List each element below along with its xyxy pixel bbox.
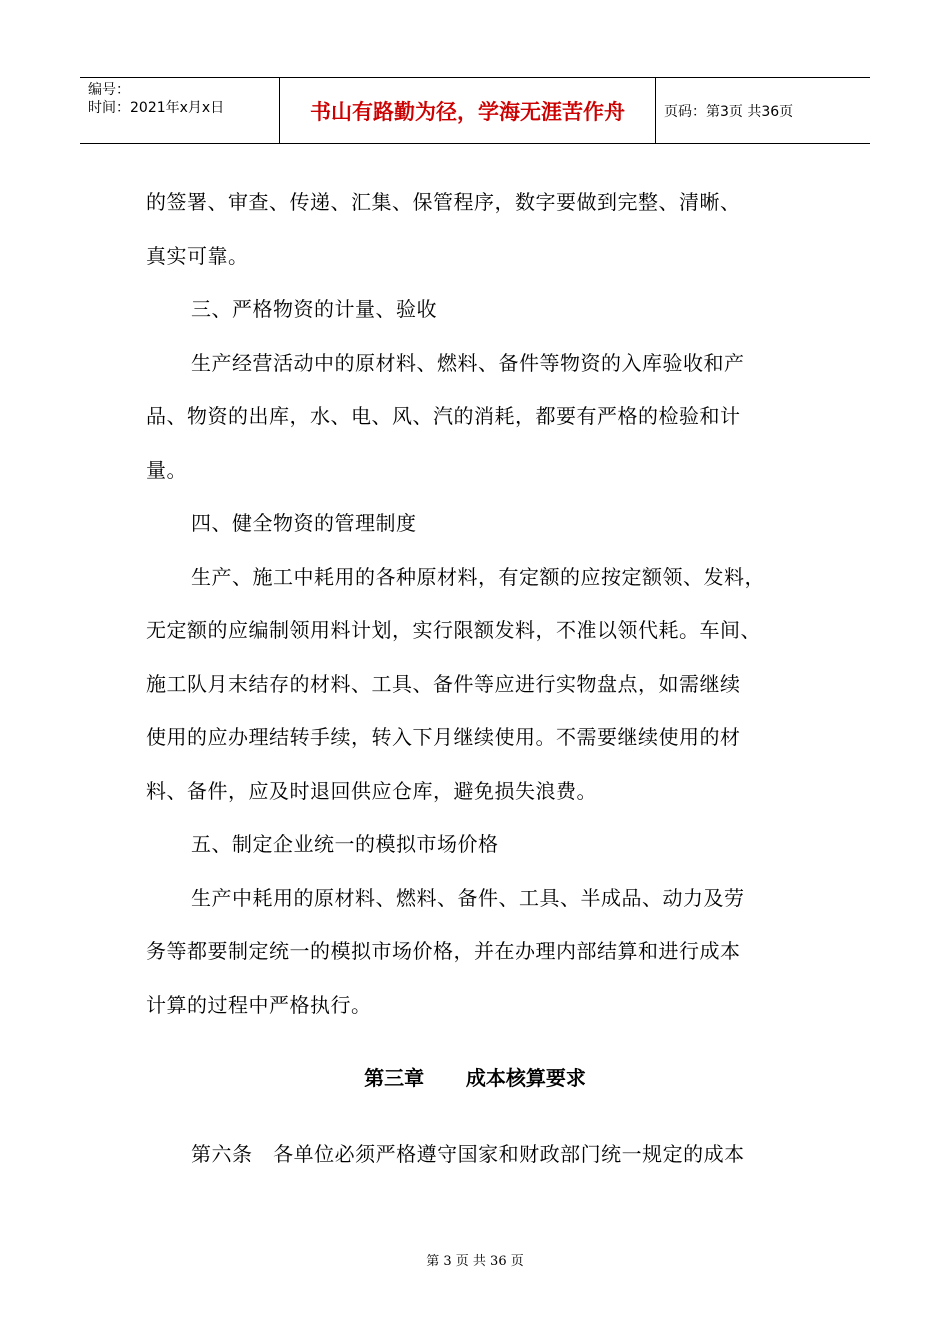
body-line: 生产、施工中耗用的各种原材料，有定额的应按定额领、发料，: [191, 564, 765, 589]
body-line: 品、物资的出库，水、电、风、汽的消耗，都要有严格的检验和计: [146, 404, 741, 428]
body-line: 生产经营活动中的原材料、燃料、备件等物资的入库验收和产: [191, 350, 745, 375]
body-line: 量。: [146, 457, 187, 482]
body-line: 料、备件，应及时退回供应仓库，避免损失浪费。: [146, 778, 597, 803]
header-motto: 书山有路勤为径，学海无涯苦作舟: [280, 78, 656, 143]
body-line: 计算的过程中严格执行。: [146, 992, 372, 1017]
page-footer: 第 3 页 共 36 页: [426, 1254, 524, 1269]
section-heading: 四、健全物资的管理制度: [191, 511, 417, 535]
chapter-title: 第三章 成本核算要求: [364, 1066, 586, 1090]
body-line: 使用的应办理结转手续，转入下月继续使用。不需要继续使用的材: [146, 725, 741, 749]
document-time-label: 时间：2021年x月x日: [88, 100, 225, 116]
section-heading: 三、严格物资的计量、验收: [191, 297, 437, 321]
article-line: 第六条 各单位必须严格遵守国家和财政部门统一规定的成本: [191, 1142, 745, 1166]
header-page-info: 页码：第3页 共36页: [664, 103, 794, 120]
body-line: 生产中耗用的原材料、燃料、备件、工具、半成品、动力及劳: [191, 885, 745, 910]
body-line: 施工队月末结存的材料、工具、备件等应进行实物盘点，如需继续: [146, 671, 741, 696]
body-line: 的签署、审查、传递、汇集、保管程序，数字要做到完整、清晰、: [146, 190, 741, 214]
header-meta: [80, 78, 280, 143]
document-number-label: 编号：: [88, 82, 130, 98]
body-line: 无定额的应编制领用料计划，实行限额发料，不准以领代耗。车间、: [146, 618, 761, 642]
page-header: [80, 77, 870, 144]
body-line: 务等都要制定统一的模拟市场价格，并在办理内部结算和进行成本: [146, 939, 741, 963]
section-heading: 五、制定企业统一的模拟市场价格: [191, 832, 499, 856]
body-line: 真实可靠。: [146, 243, 249, 268]
body-text: [146, 176, 806, 1032]
